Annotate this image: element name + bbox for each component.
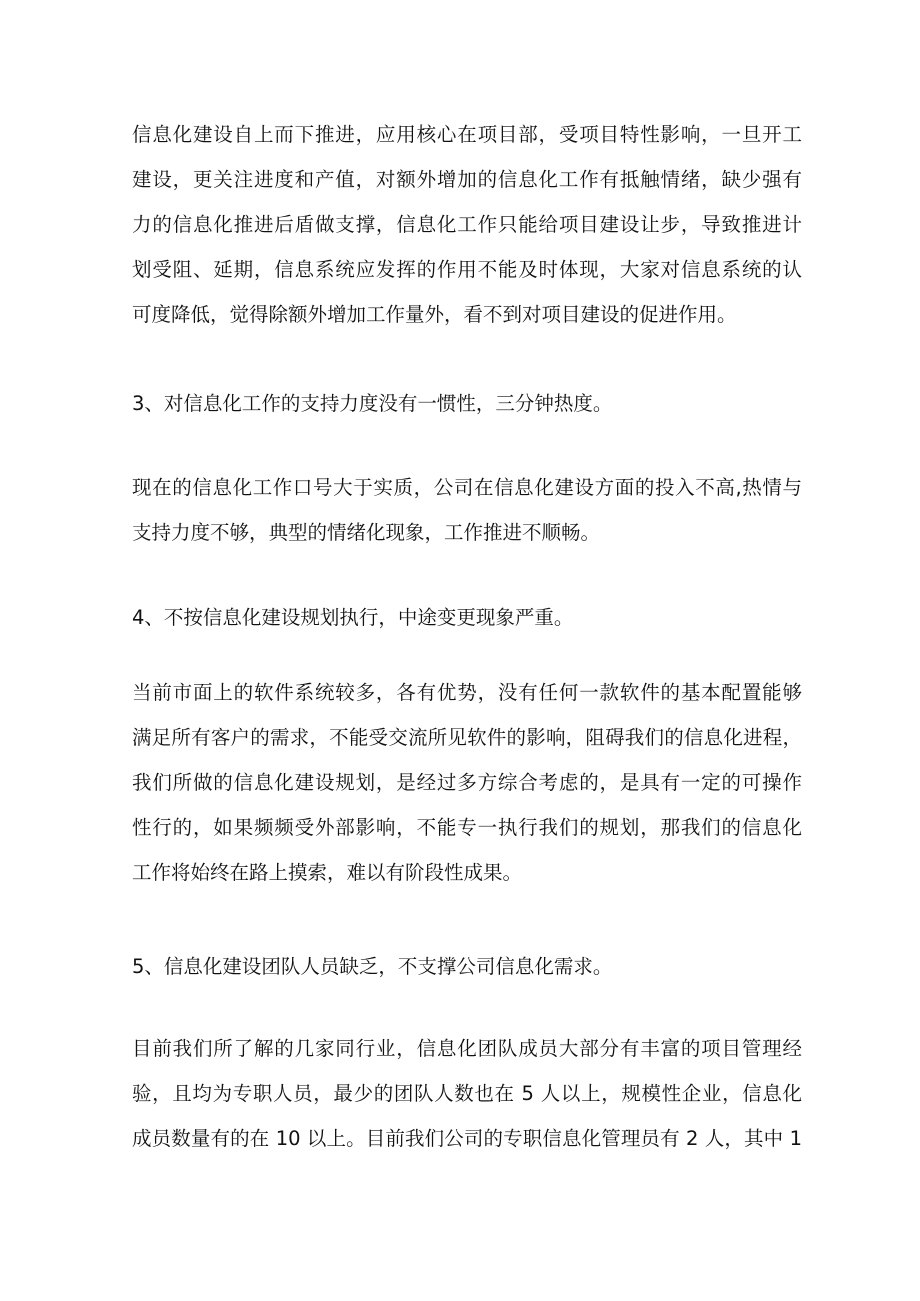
heading-item-5 <box>132 944 802 989</box>
text-line: 可度降低，觉得除额外增加工作量外，看不到对项目建设的促进作用。 <box>132 303 737 326</box>
heading-item-4 <box>132 595 802 640</box>
text-line: 验，且均为专职人员，最少的团队人数也在 5 人以上，规模性企业，信息化 <box>132 1082 802 1105</box>
text-line: 当前市面上的软件系统较多，各有优势，没有任何一款软件的基本配置能够 <box>132 681 802 704</box>
text-line: 5、信息化建设团队人员缺乏，不支撑公司信息化需求。 <box>132 955 613 978</box>
text-line: 我们所做的信息化建设规划，是经过多方综合考虑的，是具有一定的可操作 <box>132 771 802 794</box>
paragraph-software-market <box>132 670 802 895</box>
text-line: 现在的信息化工作口号大于实质，公司在信息化建设方面的投入不高,热情与 <box>132 476 802 499</box>
text-line: 工作将始终在路上摸索，难以有阶段性成果。 <box>132 861 523 884</box>
text-line: 满足所有客户的需求，不能受交流所见软件的影响，阻碍我们的信息化进程， <box>132 726 802 749</box>
paragraph-team-staffing <box>132 1026 802 1161</box>
paragraph-support-strength <box>132 465 802 555</box>
text-line: 性行的，如果频频受外部影响，不能专一执行我们的规划，那我们的信息化 <box>132 816 802 839</box>
text-line: 3、对信息化工作的支持力度没有一惯性，三分钟热度。 <box>132 392 613 415</box>
text-line: 目前我们所了解的几家同行业，信息化团队成员大部分有丰富的项目管理经 <box>132 1037 802 1060</box>
text-line: 4、不按信息化建设规划执行，中途变更现象严重。 <box>132 606 574 629</box>
paragraph-project-impact <box>132 112 802 337</box>
text-line: 力的信息化推进后盾做支撑，信息化工作只能给项目建设让步，导致推进计 <box>132 213 802 236</box>
heading-item-3 <box>132 381 802 426</box>
text-line: 支持力度不够，典型的情绪化现象，工作推进不顺畅。 <box>132 521 601 544</box>
text-line: 划受阻、延期，信息系统应发挥的作用不能及时体现，大家对信息系统的认 <box>132 258 802 281</box>
text-line: 成员数量有的在 10 以上。目前我们公司的专职信息化管理员有 2 人，其中 1 <box>132 1127 802 1150</box>
text-line: 信息化建设自上而下推进，应用核心在项目部，受项目特性影响，一旦开工 <box>132 123 802 146</box>
text-line: 建设，更关注进度和产值，对额外增加的信息化工作有抵触情绪，缺少强有 <box>132 168 802 191</box>
